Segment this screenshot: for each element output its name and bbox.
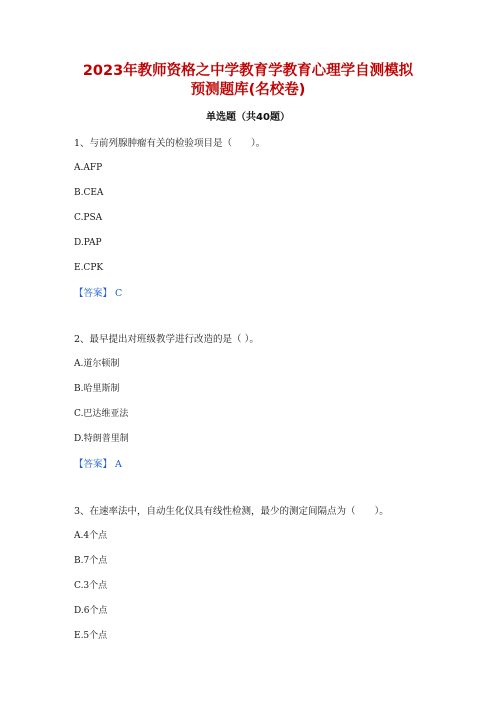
question-1-option-a: A.AFP <box>74 163 103 173</box>
section-heading: 单选题（共40题） <box>206 112 290 123</box>
question-2-text: 2、最早提出对班级教学进行改造的是（ ）。 <box>74 334 259 345</box>
question-3-option-d: D.6个点 <box>74 606 108 616</box>
question-2-option-a: A.道尔顿制 <box>74 359 120 369</box>
document-title-line-2: 预测题库(名校卷) <box>190 82 306 98</box>
question-1-text: 1、与前列腺肿瘤有关的检验项目是（ ）。 <box>74 138 266 149</box>
question-3-option-a: A.4个点 <box>74 531 108 541</box>
question-1-option-b: B.CEA <box>74 188 104 198</box>
question-1-option-e: E.CPK <box>74 263 104 273</box>
question-1-answer: 【答案】 C <box>74 288 123 299</box>
question-3-option-c: C.3个点 <box>74 581 108 591</box>
question-1-option-d: D.PAP <box>74 238 102 248</box>
question-3-option-b: B.7个点 <box>74 556 108 566</box>
question-1-option-c: C.PSA <box>74 213 103 223</box>
question-3-option-e: E.5个点 <box>74 631 108 641</box>
question-3-text: 3、在速率法中，自动生化仪具有线性检测，最少的测定间隔点为（ ）。 <box>74 506 389 517</box>
question-2-option-c: C.巴达维亚法 <box>74 409 129 419</box>
question-2-option-b: B.哈里斯制 <box>74 384 120 394</box>
question-2-answer: 【答案】 A <box>74 459 122 470</box>
question-2-option-d: D.特朗普里制 <box>74 434 129 444</box>
document-title-line-1: 2023年教师资格之中学教育学教育心理学自测模拟 <box>82 63 414 79</box>
